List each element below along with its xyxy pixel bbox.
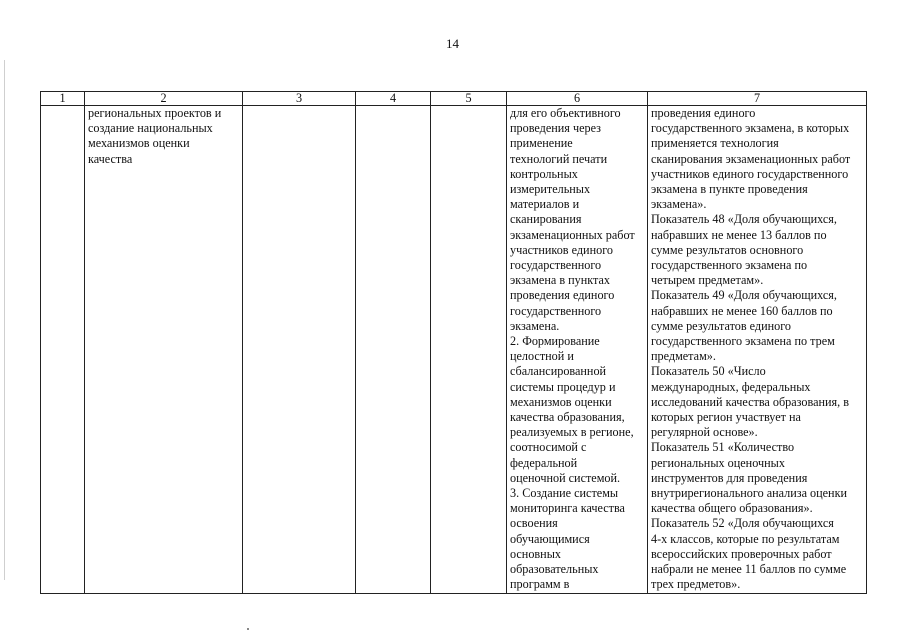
cell-col-5 <box>431 106 507 594</box>
header-col-6: 6 <box>507 92 648 106</box>
cell-col-2: региональных проектов и создание национальных механизмов оценки качества <box>85 106 243 594</box>
header-col-5: 5 <box>431 92 507 106</box>
scan-speck <box>247 628 249 630</box>
cell-col-6: для его объективного проведения через применение технологий печати контрольных измерительных материалов и сканирования экзаменационных работ участников единого государственного экзамена в пунктах проведения единого государственного экзамена. 2. Формирование целостной и сбалансированной системы процедур и механизмов оценки качества образования, реализуемых в регионе, соотносимой с федеральной оценочной системой. 3. Создание системы мониторинга качества освоения обучающимися основных образовательных программ в <box>507 106 648 594</box>
document-table <box>40 91 867 594</box>
header-col-7: 7 <box>648 92 867 106</box>
header-col-4: 4 <box>356 92 431 106</box>
cell-col-7: проведения единого государственного экзамена, в которых применяется технология сканирования экзаменационных работ участников единого государственного экзамена в пункте проведения экзамена». Показатель 48 «Доля обучающихся, набравших не менее 13 баллов по сумме результатов основного государственного экзамена по четырем предметам». Показатель 49 «Доля обучающихся, набравших не менее 160 баллов по сумме результатов единого государственного экзамена по трем предметам». Показатель 50 «Число международных, федеральных исследований качества образования, в которых регион участвует на регулярной основе». Показатель 51 «Количество региональных оценочных инструментов для проведения внутрирегионального анализа оценки качества общего образования». Показатель 52 «Доля обучающихся 4-х классов, которые по результатам всероссийских проверочных работ набрали не менее 11 баллов по сумме трех предметов». <box>648 106 867 594</box>
cell-col-1 <box>41 106 85 594</box>
header-row <box>41 92 867 106</box>
scan-edge-line <box>4 60 5 580</box>
header-col-1: 1 <box>41 92 85 106</box>
cell-col-4 <box>356 106 431 594</box>
table-row <box>41 106 867 594</box>
header-col-2: 2 <box>85 92 243 106</box>
header-col-3: 3 <box>243 92 356 106</box>
cell-col-3 <box>243 106 356 594</box>
page-number: 14 <box>446 36 459 51</box>
